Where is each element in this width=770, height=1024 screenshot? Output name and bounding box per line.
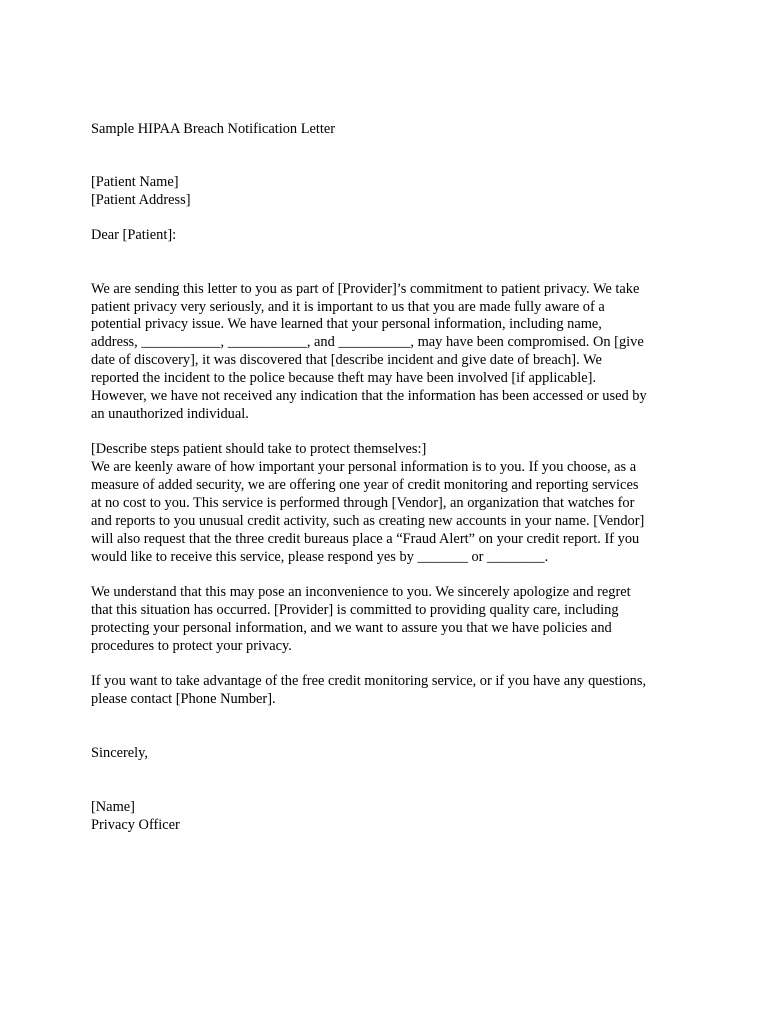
closing: Sincerely,	[91, 745, 149, 762]
paragraph-line: date of discovery], it was discovered that [describe incident and give date of breach]. We	[91, 352, 602, 369]
signer-name: [Name]	[91, 799, 135, 816]
paragraph-line: potential privacy issue. We have learned that your personal information, including name,	[91, 316, 602, 333]
paragraph-line: We understand that this may pose an inconvenience to you. We sincerely apologize and regret	[91, 584, 631, 601]
letter-body	[91, 121, 691, 835]
paragraph-apology	[91, 584, 691, 656]
paragraph-line: procedures to protect your privacy.	[91, 637, 292, 654]
paragraph-line: We are sending this letter to you as part of [Provider]’s commitment to patient privacy. We take	[91, 280, 640, 297]
paragraph-line: If you want to take advantage of the free credit monitoring service, or if you have any questions,	[91, 673, 647, 690]
paragraph-line: [Describe steps patient should take to protect themselves:]	[91, 441, 427, 458]
recipient-block	[91, 174, 691, 210]
paragraph-line: measure of added security, we are offering one year of credit monitoring and reporting services	[91, 477, 639, 494]
signer-title: Privacy Officer	[91, 816, 180, 833]
paragraph-line: would like to receive this service, please respond yes by _______ or ________.	[91, 548, 549, 565]
recipient-address: [Patient Address]	[91, 191, 191, 208]
salutation: Dear [Patient]:	[91, 226, 177, 243]
paragraph-line: that this situation has occurred. [Provider] is committed to providing quality care, including	[91, 602, 619, 619]
paragraph-contact	[91, 673, 691, 709]
paragraph-notification	[91, 281, 691, 424]
paragraph-line: address, ___________, ___________, and __________, may have been compromised. On [give	[91, 334, 644, 351]
paragraph-line: reported the incident to the police because theft may have been involved [if applicable].	[91, 370, 597, 387]
paragraph-line: However, we have not received any indication that the information has been accessed or used by	[91, 388, 647, 405]
paragraph-line: at no cost to you. This service is performed through [Vendor], an organization that watches for	[91, 495, 635, 512]
signature-block	[91, 799, 691, 835]
paragraph-line: patient privacy very seriously, and it is important to us that you are made fully aware of a	[91, 298, 605, 315]
recipient-name: [Patient Name]	[91, 173, 179, 190]
paragraph-line: an unauthorized individual.	[91, 405, 249, 422]
letter-title: Sample HIPAA Breach Notification Letter	[91, 121, 336, 137]
paragraph-line: We are keenly aware of how important your personal information is to you. If you choose, as a	[91, 459, 637, 476]
paragraph-protection-steps	[91, 441, 691, 566]
paragraph-line: protecting your personal information, and we want to assure you that we have policies and	[91, 620, 612, 637]
paragraph-line: will also request that the three credit bureaus place a “Fraud Alert” on your credit report. If you	[91, 530, 640, 547]
paragraph-line: please contact [Phone Number].	[91, 691, 276, 708]
paragraph-line: and reports to you unusual credit activity, such as creating new accounts in your name. [Vendor]	[91, 513, 645, 529]
